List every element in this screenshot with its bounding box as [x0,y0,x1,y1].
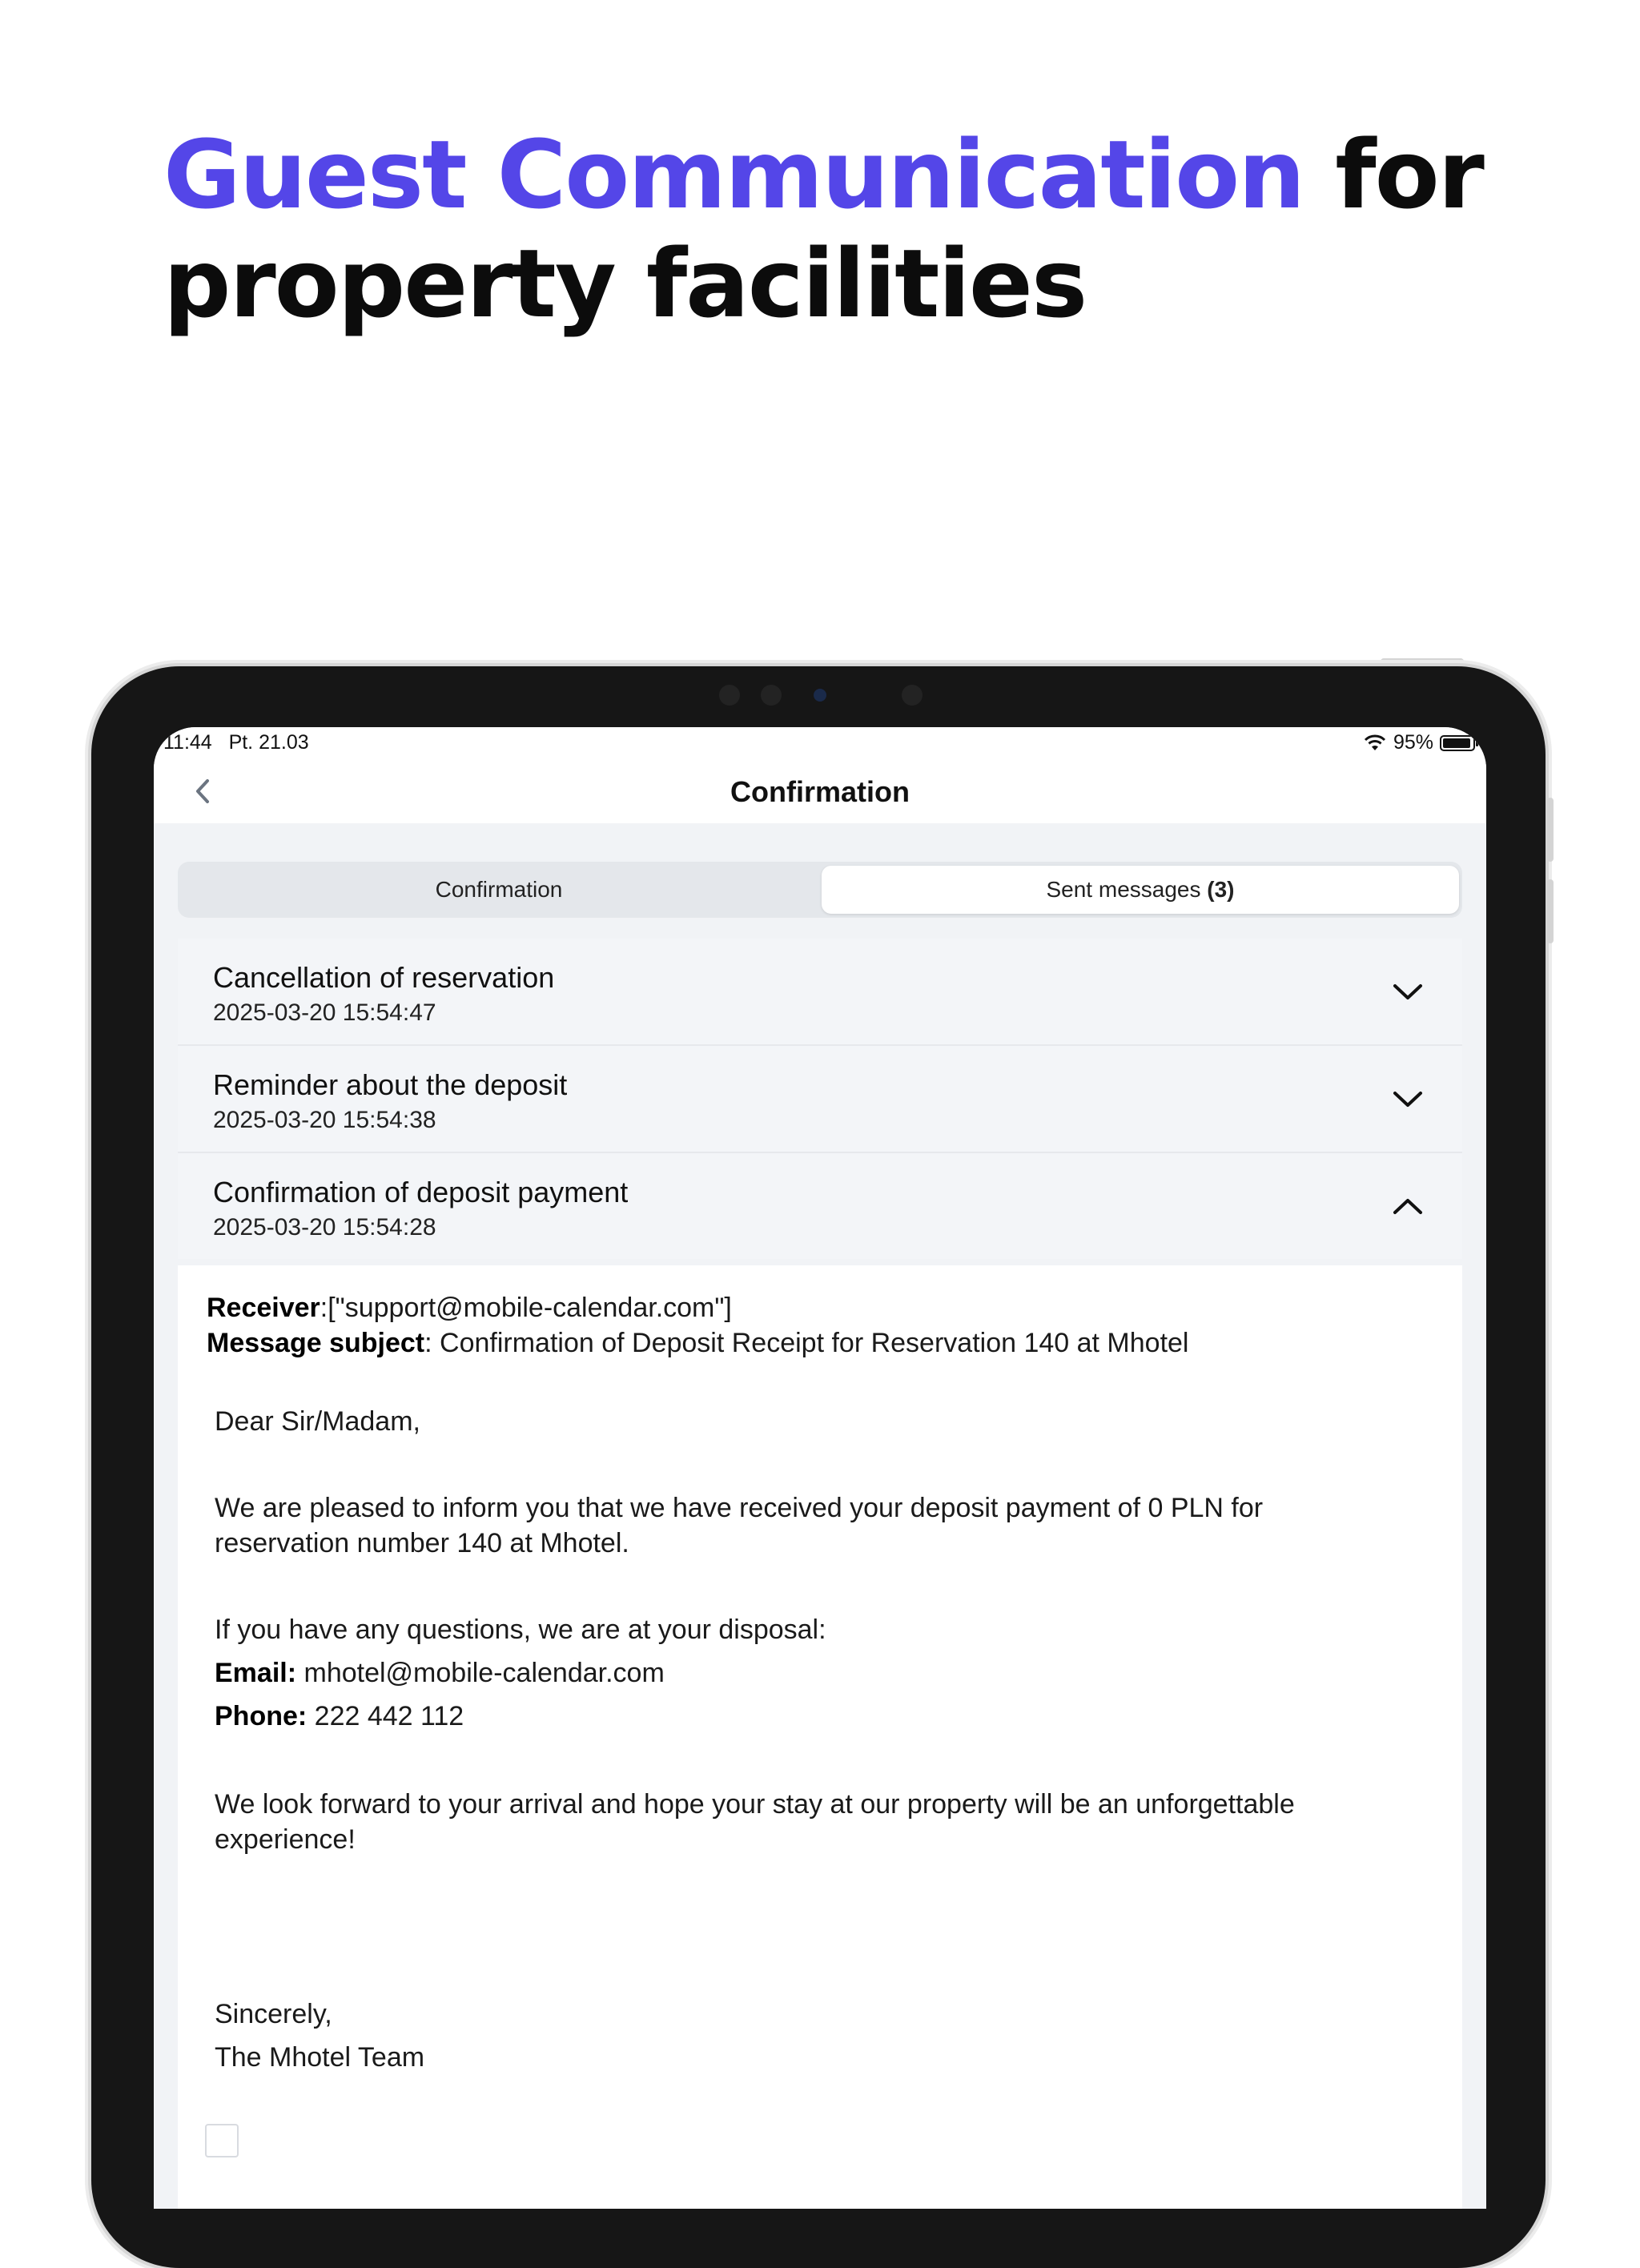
checkbox[interactable] [205,2124,239,2157]
volume-down-button [1547,879,1554,943]
subject-line [207,1328,1188,1359]
battery-percent: 95% [1393,731,1433,754]
body-paragraph-2: We look forward to your arrival and hope your stay at our property will be an unforgettable [215,1789,1295,1820]
body-paragraph-1-cont: reservation number 140 at Mhotel. [215,1528,629,1558]
email-label: Email: [215,1658,297,1688]
subject-value: : Confirmation of Deposit Receipt for Reservation 140 at Mhotel [424,1328,1189,1358]
tab-sent-count: (3) [1207,877,1235,902]
headline-rest: for [1304,119,1483,230]
app-screen [154,727,1486,2209]
tab-confirmation-label: Confirmation [435,877,563,902]
battery-icon [1440,735,1475,751]
email-line [215,1658,665,1689]
body-paragraph-2-cont: experience! [215,1824,356,1855]
headline [163,120,1525,338]
email-value: mhotel@mobile-calendar.com [296,1658,665,1688]
subject-label: Message subject [207,1328,425,1358]
page-title: Confirmation [730,775,910,808]
message-title: Reminder about the deposit [213,1068,568,1101]
sensor-dot [719,685,740,706]
questions-line: If you have any questions, we are at your disposal: [215,1615,826,1645]
phone-label: Phone: [215,1701,308,1731]
message-date: 2025-03-20 15:54:38 [213,1107,436,1133]
chevron-down-icon[interactable] [1390,979,1425,1004]
phone-line [215,1701,464,1732]
headline-accent: Guest Communication [163,119,1304,230]
status-time-value: 11:44 [163,731,212,754]
front-camera [814,689,826,702]
list-item[interactable] [178,1046,1462,1153]
wifi-icon [1363,734,1387,752]
sensor-dot [761,685,782,706]
chevron-down-icon[interactable] [1390,1086,1425,1112]
receiver-label: Receiver [207,1293,320,1323]
volume-up-button [1547,798,1554,862]
status-time [163,731,309,754]
status-right [1363,731,1475,754]
receiver-line [207,1293,732,1324]
sensor-dot [902,685,922,706]
segmented-control [178,862,1462,918]
greeting: Dear Sir/Madam, [215,1406,420,1437]
power-button [1381,658,1464,665]
phone-value: 222 442 112 [307,1701,464,1731]
message-detail [178,1265,1462,2209]
body-paragraph-1: We are pleased to inform you that we have received your deposit payment of 0 PLN for [215,1493,1264,1523]
tab-confirmation[interactable] [178,862,820,918]
message-date: 2025-03-20 15:54:28 [213,1214,436,1241]
closing: Sincerely, [215,1999,332,2029]
nav-bar [154,759,1486,823]
message-date: 2025-03-20 15:54:47 [213,999,436,1026]
status-date: Pt. 21.03 [228,731,309,754]
status-bar [154,727,1486,759]
tab-sent-label: Sent messages [1046,877,1201,902]
receiver-value: :["support@mobile-calendar.com"] [320,1293,732,1323]
chevron-up-icon[interactable] [1390,1193,1425,1219]
message-title: Cancellation of reservation [213,961,555,994]
list-item[interactable] [178,939,1462,1046]
signature: The Mhotel Team [215,2042,425,2073]
tab-sent-messages[interactable] [822,866,1459,914]
message-title: Confirmation of deposit payment [213,1176,629,1208]
headline-line2: property facilities [163,228,1087,339]
sent-messages-list [178,939,1462,1259]
list-item[interactable] [178,1153,1462,1259]
